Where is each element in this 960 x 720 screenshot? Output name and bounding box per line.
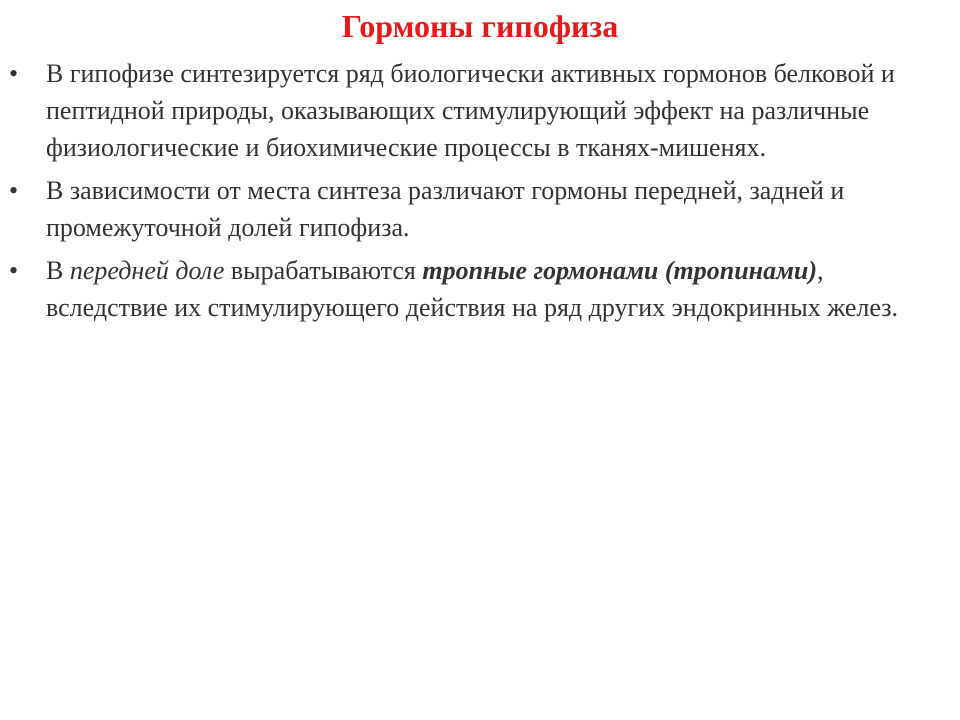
- bullet-icon: •: [9, 59, 19, 88]
- bullet-text-segment: , вследствие их стимулирующего действия на ряд других эндокринных желез.: [46, 256, 899, 322]
- bold-italic-term: тропные гормонами (тропинами): [422, 256, 818, 285]
- slide-title: Гормоны гипофиза: [341, 8, 619, 44]
- bullet-item: [0, 172, 960, 246]
- bullet-text-segment: В: [46, 256, 70, 285]
- bullet-text: В гипофизе синтезируется ряд биологически активных гормонов белковой и пептидной природы, оказывающих стимулирующий эффект на различные физиологические и биохимические процессы в тканях-мишенях.: [46, 59, 895, 162]
- bullet-text-segment: вырабатываются: [224, 256, 423, 285]
- bullet-list: [0, 55, 960, 332]
- italic-term: передней доле: [69, 256, 225, 285]
- bullet-item: [0, 55, 960, 166]
- bullet-item: [0, 252, 960, 326]
- bullet-icon: •: [9, 256, 19, 285]
- bullet-text: В зависимости от места синтеза различают гормоны передней, задней и промежуточной долей гипофиза.: [46, 176, 845, 242]
- bullet-icon: •: [9, 176, 19, 205]
